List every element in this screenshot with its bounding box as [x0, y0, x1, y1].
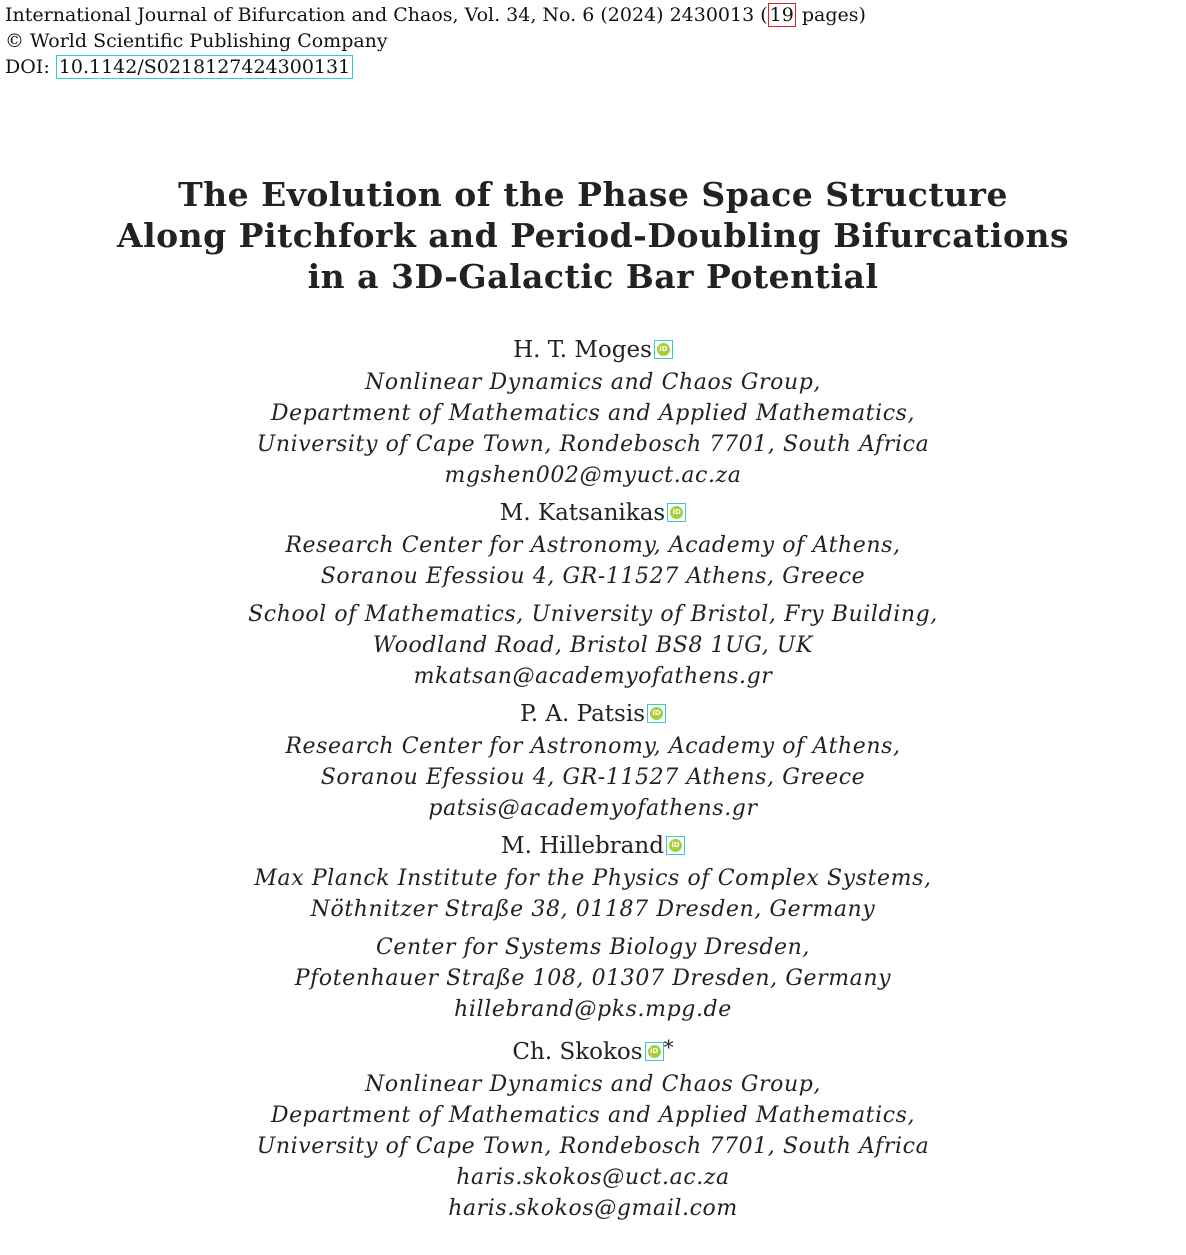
doi-label: DOI: — [5, 56, 56, 78]
affiliation-line: Research Center for Astronomy, Academy of Athens, — [285, 533, 901, 558]
copyright-line: © World Scientific Publishing Company — [5, 30, 388, 52]
doi-link[interactable]: 10.1142/S0218127424300131 — [56, 55, 353, 79]
orcid-icon: iD — [669, 839, 682, 852]
author-name-line — [0, 334, 1186, 367]
author-name: Ch. Skokos — [512, 1039, 643, 1065]
orcid-link[interactable] — [666, 836, 685, 855]
affiliation — [0, 1069, 1186, 1224]
orcid-link[interactable] — [647, 704, 666, 723]
page-count-link[interactable]: 19 — [769, 4, 794, 26]
journal-line-suffix: pages) — [795, 4, 866, 26]
author-email[interactable]: mgshen002@myuct.ac.za — [444, 463, 742, 488]
author-name-line — [0, 1031, 1186, 1069]
author-block — [0, 334, 1186, 491]
affiliation — [0, 530, 1186, 592]
author-email[interactable]: mkatsan@academyofathens.gr — [413, 664, 773, 689]
corresponding-author-marker: * — [663, 1035, 674, 1059]
author-name: H. T. Moges — [513, 337, 652, 363]
orcid-link[interactable] — [667, 503, 686, 522]
affiliation-line: Department of Mathematics and Applied Mathematics, — [270, 1103, 916, 1128]
orcid-icon: iD — [670, 506, 683, 519]
author-block — [0, 1031, 1186, 1224]
orcid-icon: iD — [657, 343, 670, 356]
author-block — [0, 497, 1186, 692]
affiliation-line: Nöthnitzer Straße 38, 01187 Dresden, Germany — [310, 897, 876, 922]
orcid-icon: iD — [648, 1045, 661, 1058]
author-name: P. A. Patsis — [519, 701, 646, 727]
author-name: M. Hillebrand — [501, 833, 664, 859]
affiliation-line: Research Center for Astronomy, Academy of Athens, — [285, 734, 901, 759]
affiliation-line: Nonlinear Dynamics and Chaos Group, — [365, 370, 821, 395]
affiliation — [0, 599, 1186, 692]
author-email[interactable]: haris.skokos@uct.ac.za — [456, 1165, 730, 1190]
author-name-line — [0, 830, 1186, 863]
author-block — [0, 830, 1186, 1025]
author-name: M. Katsanikas — [499, 500, 666, 526]
author-email[interactable]: patsis@academyofathens.gr — [428, 796, 758, 821]
affiliation — [0, 367, 1186, 491]
orcid-icon: iD — [650, 707, 663, 720]
affiliation-line: Woodland Road, Bristol BS8 1UG, UK — [372, 633, 814, 658]
journal-header — [5, 2, 866, 80]
author-name-line — [0, 698, 1186, 731]
title-line: The Evolution of the Phase Space Structure — [178, 175, 1008, 214]
affiliation-line: Pfotenhauer Straße 108, 01307 Dresden, Germany — [294, 966, 892, 991]
journal-line-prefix: International Journal of Bifurcation and Chaos, Vol. 34, No. 6 (2024) 2430013 ( — [5, 4, 768, 26]
affiliation-line: University of Cape Town, Rondebosch 7701, South Africa — [256, 1134, 930, 1159]
paper-title — [0, 174, 1186, 297]
author-email[interactable]: haris.skokos@gmail.com — [448, 1196, 738, 1221]
author-name-line — [0, 497, 1186, 530]
doi-line — [5, 54, 866, 80]
affiliation-line: Soranou Efessiou 4, GR-11527 Athens, Greece — [320, 765, 866, 790]
affiliation-line: Nonlinear Dynamics and Chaos Group, — [365, 1072, 821, 1097]
affiliation — [0, 731, 1186, 824]
author-block — [0, 698, 1186, 824]
orcid-link[interactable] — [654, 340, 673, 359]
journal-citation — [5, 2, 866, 28]
author-list — [0, 334, 1186, 1230]
affiliation-line: Soranou Efessiou 4, GR-11527 Athens, Greece — [320, 564, 866, 589]
author-email[interactable]: hillebrand@pks.mpg.de — [454, 997, 732, 1022]
affiliation-line: Max Planck Institute for the Physics of Complex Systems, — [254, 866, 932, 891]
title-line: in a 3D-Galactic Bar Potential — [307, 257, 879, 296]
affiliation-line: School of Mathematics, University of Bristol, Fry Building, — [248, 602, 938, 627]
affiliation-line: University of Cape Town, Rondebosch 7701, South Africa — [256, 432, 930, 457]
orcid-link[interactable] — [645, 1042, 664, 1061]
affiliation — [0, 932, 1186, 1025]
affiliation-line: Center for Systems Biology Dresden, — [375, 935, 811, 960]
title-line: Along Pitchfork and Period-Doubling Bifurcations — [116, 216, 1070, 255]
affiliation-line: Department of Mathematics and Applied Mathematics, — [270, 401, 916, 426]
affiliation — [0, 863, 1186, 925]
